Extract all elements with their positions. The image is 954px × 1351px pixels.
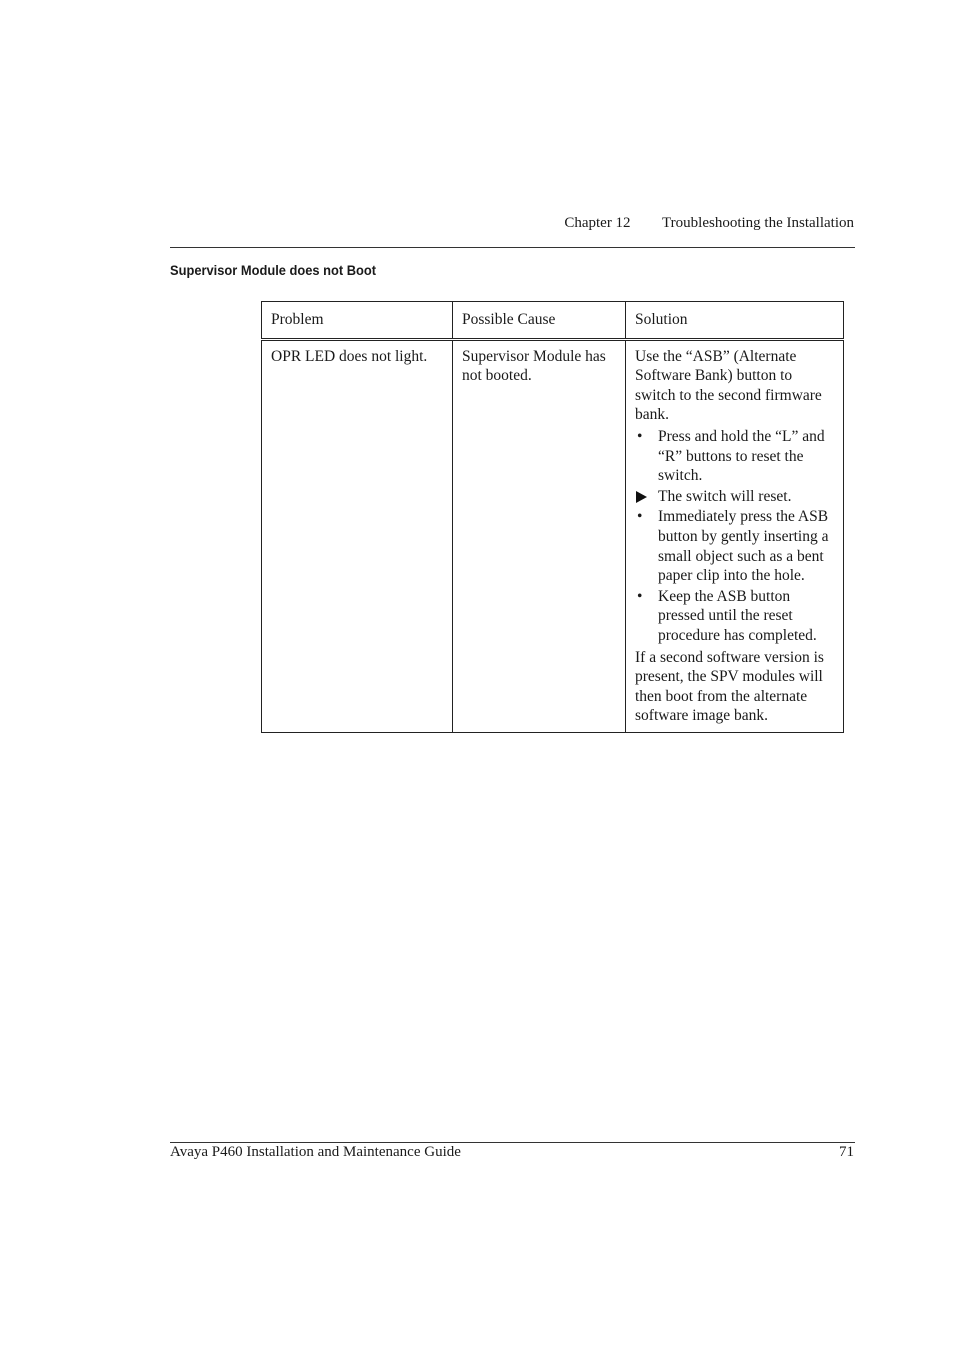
running-header <box>564 215 854 232</box>
footer-divider <box>170 1142 855 1143</box>
column-header-solution: Solution <box>626 302 844 340</box>
step-text: Keep the ASB button pressed until the reset procedure has completed. <box>658 587 817 644</box>
step-item <box>635 487 835 507</box>
section-heading: Supervisor Module does not Boot <box>170 262 377 278</box>
bullet-icon: • <box>637 508 643 526</box>
bullet-icon: • <box>637 587 643 605</box>
solution-steps <box>635 427 835 646</box>
problem-cell: OPR LED does not light. <box>262 339 453 732</box>
step-text: Immediately press the ASB button by gently inserting a small object such as a bent paper clip into the hole. <box>658 508 829 585</box>
footer-title: Avaya P460 Installation and Maintenance Guide <box>170 1144 461 1160</box>
solution-outro: If a second software version is present, the SPV modules will then boot from the alternate software image bank. <box>635 648 824 725</box>
page-number: 71 <box>839 1144 854 1160</box>
chapter-title: Troubleshooting the Installation <box>662 215 854 231</box>
table-row <box>262 339 844 732</box>
cause-cell: Supervisor Module has not booted. <box>453 339 626 732</box>
step-text: The switch will reset. <box>658 487 792 505</box>
column-header-cause: Possible Cause <box>453 302 626 340</box>
solution-intro: Use the “ASB” (Alternate Software Bank) button to switch to the second firmware bank. <box>635 347 822 424</box>
bullet-icon: • <box>637 427 643 445</box>
table-header-row <box>262 302 844 340</box>
step-item <box>635 427 835 486</box>
column-header-problem: Problem <box>262 302 453 340</box>
chapter-label: Chapter 12 <box>564 215 631 231</box>
step-item <box>635 587 835 646</box>
troubleshooting-table <box>261 301 844 733</box>
step-item <box>635 507 835 585</box>
result-arrow-icon <box>636 491 647 503</box>
header-divider <box>170 247 855 248</box>
solution-cell <box>626 339 844 732</box>
step-text: Press and hold the “L” and “R” buttons to reset the switch. <box>658 427 825 485</box>
